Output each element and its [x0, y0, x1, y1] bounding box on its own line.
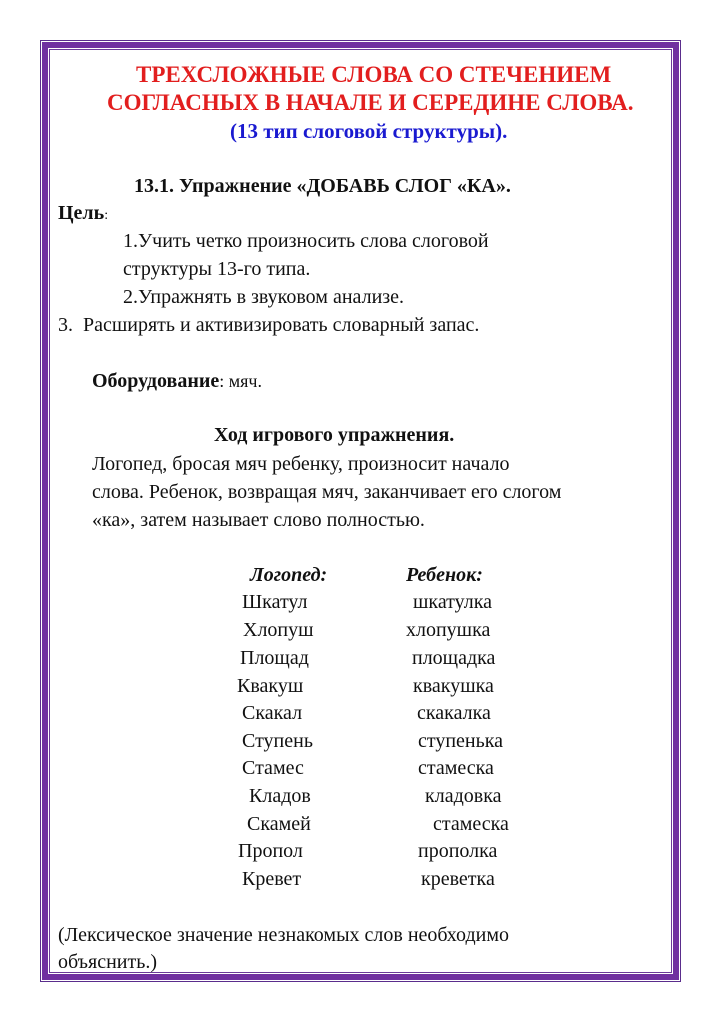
child-word: скакалка	[417, 702, 491, 724]
child-word: стамеска	[418, 757, 494, 779]
speech-word: Стамес	[242, 757, 304, 779]
child-word: площадка	[412, 647, 496, 669]
title-line-1: ТРЕХСЛОЖНЫЕ СЛОВА СО СТЕЧЕНИЕМ	[136, 62, 612, 87]
child-word: прополка	[418, 840, 498, 862]
title-line-2: СОГЛАСНЫХ В НАЧАЛЕ И СЕРЕДИНЕ СЛОВА.	[107, 90, 634, 115]
speech-word: Ступень	[242, 730, 313, 752]
child-word: хлопушка	[406, 619, 491, 641]
exercise-heading: 13.1. Упражнение «ДОБАВЬ СЛОГ «КА».	[134, 175, 511, 197]
equipment-label: Оборудование	[92, 370, 220, 392]
goal-label: Цель	[58, 202, 105, 224]
procedure-heading: Ход игрового упражнения.	[214, 424, 455, 446]
footer-note-line: (Лексическое значение незнакомых слов необходимо	[58, 924, 510, 946]
speech-word: Кладов	[249, 785, 311, 807]
speech-word: Шкатул	[242, 591, 308, 613]
child-word: стамеска	[433, 813, 509, 835]
child-word: креветка	[421, 868, 495, 890]
equipment-row	[92, 370, 262, 393]
speech-word: Квакуш	[237, 675, 304, 697]
footer-note-line: объяснить.)	[58, 951, 158, 973]
column-header-speech-therapist: Логопед:	[250, 564, 328, 586]
goal-item: 1.Учить четко произносить слова слоговой	[123, 230, 489, 252]
procedure-line: Логопед, бросая мяч ребенку, произносит начало	[92, 453, 510, 475]
speech-word: Скамей	[247, 813, 311, 835]
goal-item: структуры 13-го типа.	[123, 258, 311, 280]
goal-item: 3. Расширять и активизировать словарный запас.	[58, 314, 480, 336]
procedure-line: «ка», затем называет слово полностью.	[92, 509, 425, 531]
child-word: шкатулка	[413, 591, 493, 613]
equipment-value: : мяч.	[219, 371, 262, 391]
subtitle: (13 тип слоговой структуры).	[230, 119, 508, 143]
column-header-child: Ребенок:	[406, 564, 483, 586]
speech-word: Скакал	[242, 702, 303, 724]
procedure-line: слова. Ребенок, возвращая мяч, заканчивает его слогом	[92, 481, 562, 503]
child-word: квакушка	[413, 675, 494, 697]
child-word: ступенька	[418, 730, 504, 752]
goal-colon: :	[104, 208, 109, 223]
goal-label-row	[58, 202, 108, 225]
speech-word: Площад	[240, 647, 309, 669]
speech-word: Кревет	[242, 868, 302, 890]
child-word: кладовка	[425, 785, 502, 807]
speech-word: Пропол	[238, 840, 303, 862]
goal-item: 2.Упражнять в звуковом анализе.	[123, 286, 405, 308]
speech-word: Хлопуш	[243, 619, 314, 641]
